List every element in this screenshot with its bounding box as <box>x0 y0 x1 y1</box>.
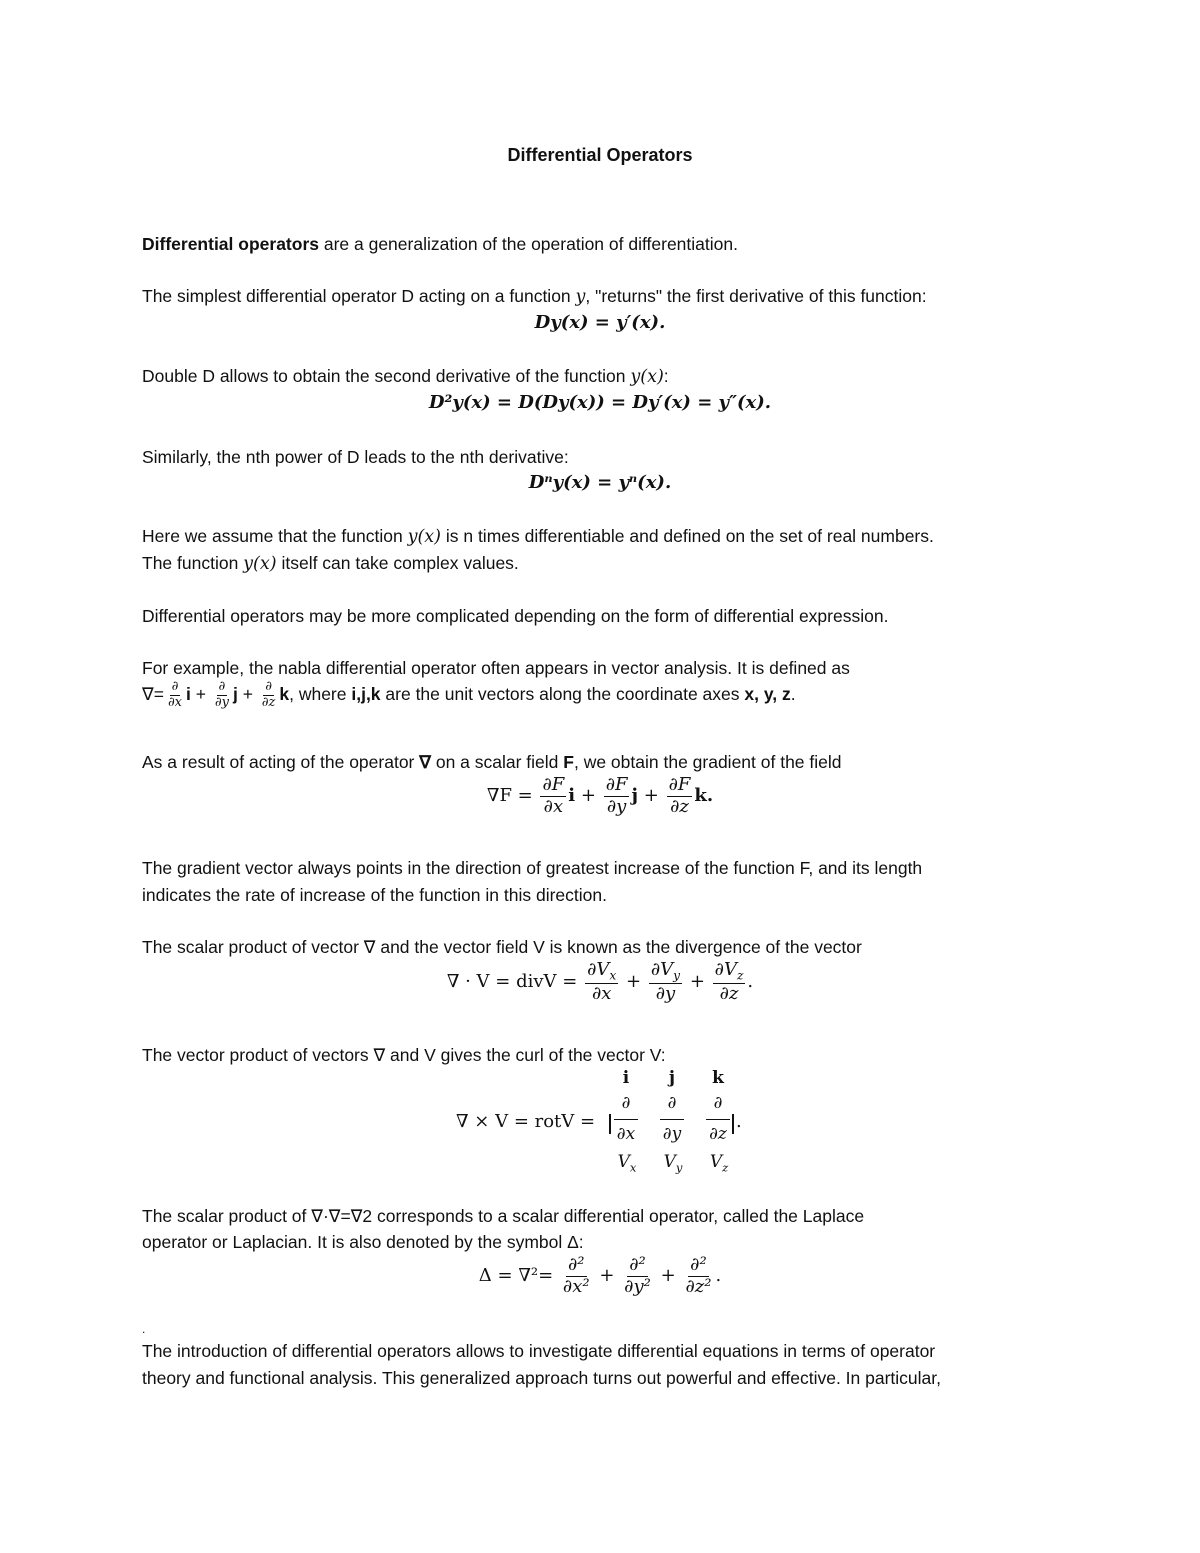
nabla-definition-line: ∇= $\frac{\partial}{\partial x}$ i + $\frac{\partial}{\partial y}$ j + $\frac{\partial}{\partial z}$ k, where i,j,k are the unit vectors along the coordinate axes x, y, z. <box>142 679 796 710</box>
paragraph-gradient-rate: indicates the rate of increase of the function in this direction. <box>142 885 607 905</box>
paragraph-assumption: Here we assume that the function y(x) is n times differentiable and defined on the set of real numbers. <box>142 526 934 547</box>
fraction-d2-dy2: $\frac{\text{∂²}}{\text{∂y²}}$ <box>624 1254 651 1297</box>
equation-second-derivative: D²y(x) = D(Dy(x)) = Dy′(x) = y″(x). <box>428 392 772 413</box>
paragraph-gradient-intro: As a result of acting of the operator ∇ on a scalar field F, we obtain the gradient of the field <box>142 752 842 772</box>
paragraph-laplace-2: operator or Laplacian. It is also denoted by the symbol Δ: <box>142 1232 584 1252</box>
fraction-dVy-dy: $\frac{\partial V_y}{\partial y}$ <box>650 959 681 1004</box>
paragraph-complex-values: The function y(x) itself can take complex values. <box>142 553 519 574</box>
determinant-bar-right <box>732 1114 734 1134</box>
fraction-dF-dz: $\frac{\partial F}{\partial z}$ <box>668 774 691 817</box>
paragraph-double-d: Double D allows to obtain the second derivative of the function y(x): <box>142 366 669 387</box>
paragraph-divergence-intro: The scalar product of vector ∇ and the vector field V is known as the divergence of the vector <box>142 937 862 957</box>
fraction-d2-dx2: $\frac{\text{∂²}}{\text{∂x²}}$ <box>562 1254 590 1297</box>
paragraph-complicated: Differential operators may be more complicated depending on the form of differential expression. <box>142 606 889 626</box>
document-page: Differential Operators Differential operators are a generalization of the operation of differentiation. The simplest differential operator D acting on a function y, "returns" the first derivative of this function: Dy(x) = y′(x). Double D allows to obtain the second derivative of the function y(x): D²y(x) = D(Dy(x)) = Dy′(x) = y″(x). Similarly, the nth power of D leads to the nth derivative: Dⁿy(x) = yⁿ(x). Here we assume that the function y(x) is n times differentiable and defined on the set of real numbers. The function y(x) itself can take complex values. Differential operators may be more complicated depending on the form of differential expression. For example, the nabla differential operator often appears in vector analysis. It is defined as ∇= $\frac{\partial}{\partial x}$ i + $\frac{\partial}{\partial y}$ j + $\frac{\partial}{\partial z}$ k, where i,j,k are the unit vectors along the coordinate axes x, y, z. As a result of acting of the operator ∇ on a scalar field F, we obtain the gradient of the field ∇F = $\frac{\partial F}{\partial x}$ i + $\frac{\partial F}{\partial y}$ j + $\frac{\partial F}{\partial z}$ k. The gradient vector always points in the direction of greatest increase of the function F, and its length indicates the rate of increase of the function in this direction. The scalar product of vector ∇ and the vector field V is known as the divergence of the vector ∇ · V = divV = $\frac{\partial V_x}{\partial x}$ + $\frac{\partial V_y}{\partial y}$ + $\frac{\partial V_z}{\partial z}$ . The vector product of vectors ∇ and V gives the curl of the vector V: ∇ × V = rotV = i j k ∂ ∂ ∂ ∂x ∂y ∂z . $V_x$ $V_y$ $V_z$ The scalar product of ∇·∇=∇2 corresponds to a scalar differential operator, called the Laplace operator or Laplacian. It is also denoted by the symbol Δ: Δ = ∇²= $\frac{\text{∂²}}{\text{∂x²}}$ + $\frac{\text{∂²}}{\text{∂y²}}$ + $\frac{\text{∂²}}{\text{∂z²}}$ . . The introduction of differential operators allows to investigate differential equations in terms of operator theory and functional analysis. This generalized approach turns out powerful and effective. In particular, <box>0 0 1200 1553</box>
paragraph-gradient-direction: The gradient vector always points in the direction of greatest increase of the function F, and its length <box>142 858 923 878</box>
fraction-d-dx: $\frac{\partial}{\partial x}$ <box>167 679 182 710</box>
fraction-d2-dz2: $\frac{\text{∂²}}{\text{∂z²}}$ <box>685 1254 712 1297</box>
paragraph-nabla-intro: For example, the nabla differential operator often appears in vector analysis. It is defined as <box>142 658 850 678</box>
fraction-dVx-dx: $\frac{\partial V_x}{\partial x}$ <box>587 959 617 1004</box>
fraction-d-dy: $\frac{\partial}{\partial y}$ <box>214 679 229 710</box>
paragraph-simplest: The simplest differential operator D acting on a function y, "returns" the first derivative of this function: <box>142 286 927 307</box>
page-title: Differential Operators <box>507 145 693 165</box>
paragraph-intro: Differential operators are a generalization of the operation of differentiation. <box>142 234 738 254</box>
fraction-dF-dx: $\frac{\partial F}{\partial x}$ <box>542 774 565 817</box>
equation-divergence: ∇ · V = divV = $\frac{\partial V_x}{\partial x}$ + $\frac{\partial V_y}{\partial y}$ + $\frac{\partial V_z}{\partial z}$ . <box>446 959 754 1004</box>
equation-gradient: ∇F = $\frac{\partial F}{\partial x}$ i + $\frac{\partial F}{\partial y}$ j + $\frac{\partial F}{\partial z}$ k. <box>486 774 714 817</box>
paragraph-curl-intro: The vector product of vectors ∇ and V gives the curl of the vector V: <box>142 1045 666 1065</box>
fraction-dVz-dz: $\frac{\partial V_z}{\partial z}$ <box>714 959 744 1004</box>
stray-dot: . <box>142 1322 146 1336</box>
paragraph-nth-power: Similarly, the nth power of D leads to the nth derivative: <box>142 447 569 467</box>
equation-nth-derivative: Dⁿy(x) = yⁿ(x). <box>528 472 672 493</box>
fraction-d-dz: $\frac{\partial}{\partial z}$ <box>261 679 276 710</box>
term-differential-operators: Differential operators <box>142 234 319 254</box>
paragraph-laplace-1: The scalar product of ∇·∇=∇2 corresponds to a scalar differential operator, called the Laplace <box>142 1206 865 1226</box>
fraction-dF-dy: $\frac{\partial F}{\partial y}$ <box>605 774 628 817</box>
paragraph-conclusion-1: The introduction of differential operators allows to investigate differential equations in terms of operator <box>142 1341 936 1361</box>
equation-first-derivative: Dy(x) = y′(x). <box>534 312 666 333</box>
equation-laplacian: Δ = ∇²= $\frac{\text{∂²}}{\text{∂x²}}$ + $\frac{\text{∂²}}{\text{∂y²}}$ + $\frac{\text{∂²}}{\text{∂z²}}$ . <box>478 1254 722 1297</box>
paragraph-conclusion-2: theory and functional analysis. This generalized approach turns out powerful and effective. In particular, <box>142 1368 942 1388</box>
